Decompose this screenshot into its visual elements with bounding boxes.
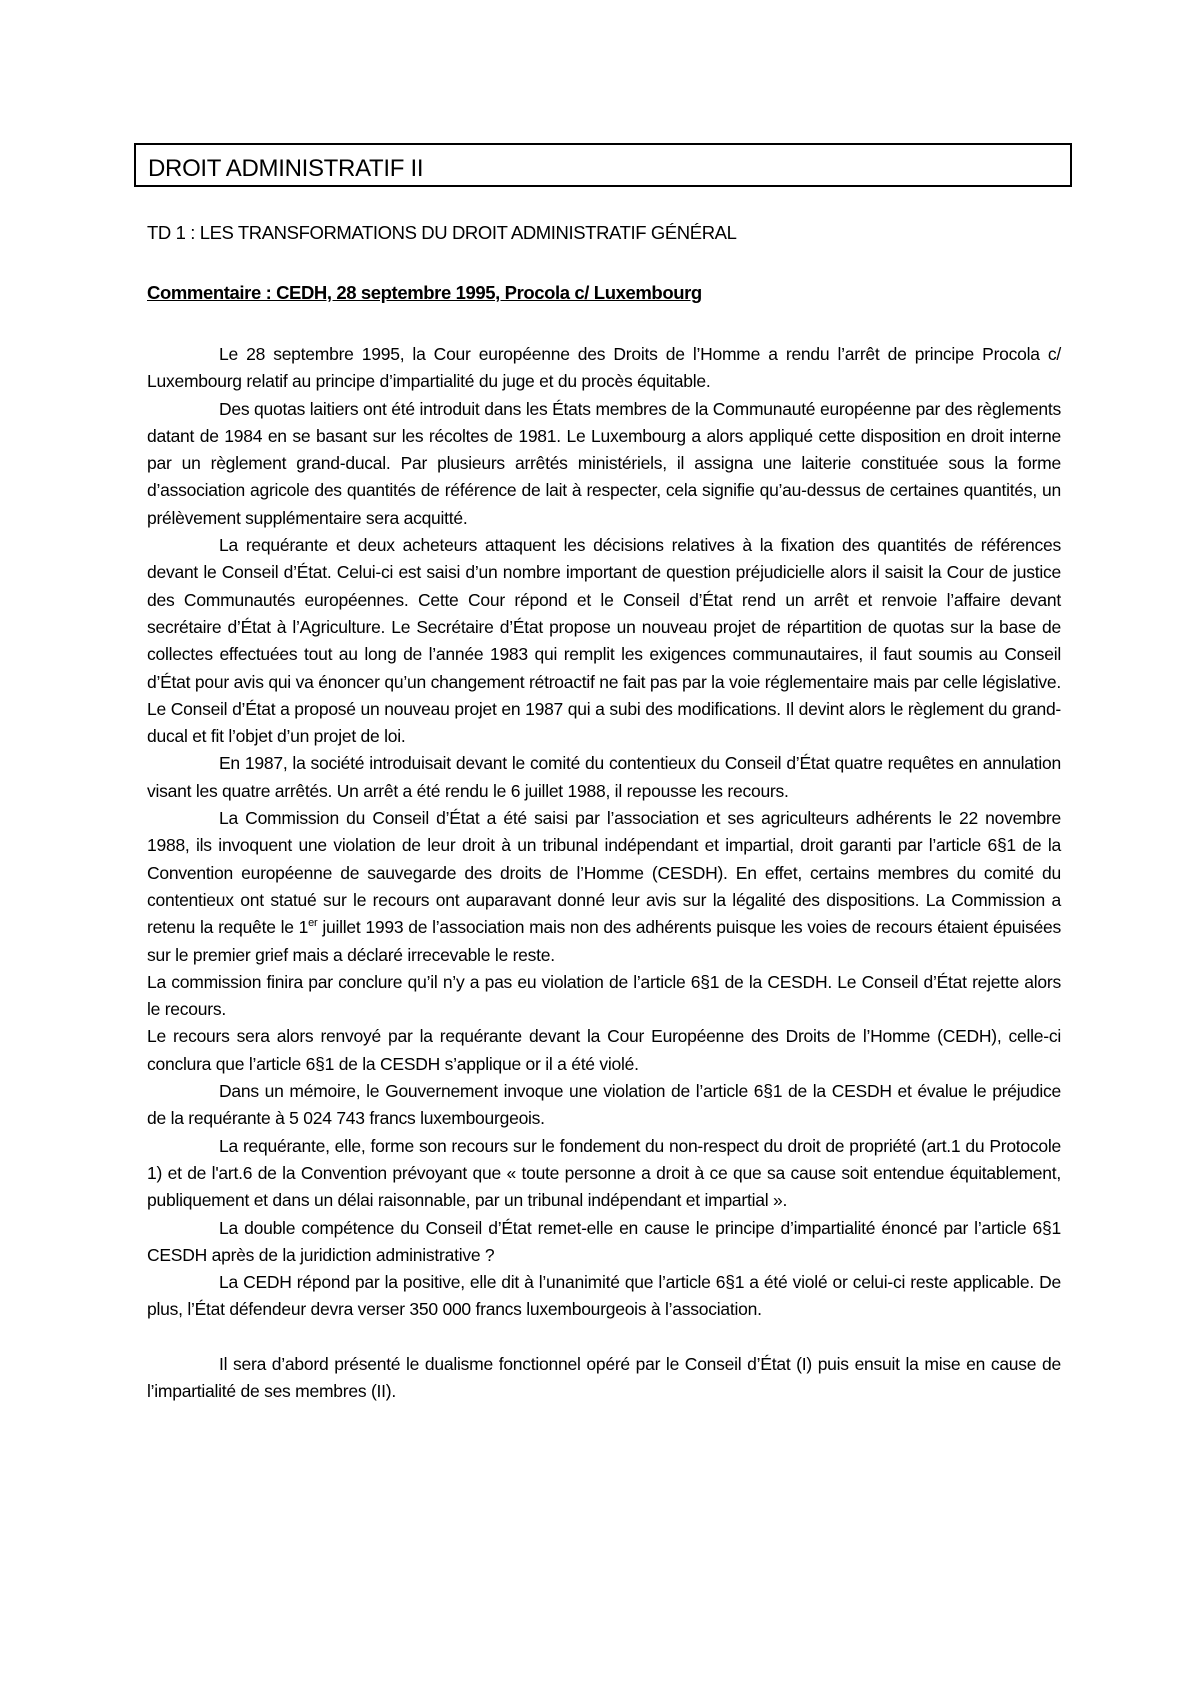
document-title: DROIT ADMINISTRATIF II [148, 155, 424, 182]
paragraph-10: La double compétence du Conseil d’État remet-elle en cause le principe d’impartialité énoncé par l’article 6§1 CESDH après de la juridiction administrative ? [147, 1217, 1061, 1265]
paragraph-4: En 1987, la société introduisait devant le comité du contentieux du Conseil d’État quatre requêtes en annulation visant les quatre arrêtés. Un arrêt a été rendu le 6 juillet 1988, il repousse les recours. [147, 753, 1061, 801]
paragraph-9: La requérante, elle, forme son recours sur le fondement du non-respect du droit de propriété (art.1 du Protocole 1) et de l'art.6 de la Convention prévoyant que « toute personne a droit à ce que sa cause soit entendue équitablement, publiquement et dans un délai raisonnable, par un tribunal indépendant et impartial ». [147, 1135, 1061, 1211]
paragraph-1: Le 28 septembre 1995, la Cour européenne des Droits de l’Homme a rendu l’arrêt de principe Procola c/ Luxembourg relatif au principe d’impartialité du juge et du procès équitable. [147, 344, 1061, 392]
paragraph-2: Des quotas laitiers ont été introduit dans les États membres de la Communauté européenne par des règlements datant de 1984 en se basant sur les récoltes de 1981. Le Luxembourg a alors appliqué cette disposition en droit interne par un règlement grand-ducal. Par plusieurs arrêtés ministériels, il assigna une laiterie constituée sous la forme d’association agricole des quantités de référence de lait à respecter, cela signifie qu’au-dessus de certaines quantités, un prélèvement supplémentaire sera acquitté. [147, 398, 1061, 528]
section-heading: Commentaire : CEDH, 28 septembre 1995, Procola c/ Luxembourg [147, 282, 702, 303]
paragraph-7: Le recours sera alors renvoyé par la requérante devant la Cour Européenne des Droits de l’Homme (CEDH), celle-ci conclura que l’article 6§1 de la CESDH s’applique or il a été violé. [147, 1026, 1061, 1074]
title-box [134, 143, 1072, 187]
paragraph-5-part-2: juillet 1993 de l’association mais non des adhérents puisque les voies de recours étaient épuisées sur le premier grief mais a déclaré irrecevable le reste. [147, 917, 1061, 965]
document-body [147, 341, 1061, 1405]
paragraph-5 [147, 805, 1061, 969]
paragraph-5-part-1: La Commission du Conseil d’État a été saisi par l’association et ses agriculteurs adhérents le 22 novembre 1988, ils invoquent une violation de leur droit à un tribunal indépendant et impartial, droit garanti par l’article 6§1 de la Convention européenne de sauvegarde des droits de l’Homme (CESDH). En effet, certains membres du comité du contentieux ont statué sur le recours ont auparavant donné leur avis sur la légalité des dispositions. La Commission a retenu la requête le 1 [147, 808, 1061, 938]
paragraph-11: La CEDH répond par la positive, elle dit à l’unanimité que l’article 6§1 a été violé or celui-ci reste applicable. De plus, l’État défendeur devra verser 350 000 francs luxembourgeois à l’association. [147, 1272, 1061, 1320]
paragraph-6: La commission finira par conclure qu’il n’y a pas eu violation de l’article 6§1 de la CESDH. Le Conseil d’État rejette alors le recours. [147, 971, 1061, 1020]
paragraph-12: Il sera d’abord présenté le dualisme fonctionnel opéré par le Conseil d’État (I) puis ensuit la mise en cause de l’impartialité de ses membres (II). [147, 1353, 1061, 1401]
document-subtitle: TD 1 : LES TRANSFORMATIONS DU DROIT ADMINISTRATIF GÉNÉRAL [147, 222, 737, 243]
paragraph-8: Dans un mémoire, le Gouvernement invoque une violation de l’article 6§1 de la CESDH et évalue le préjudice de la requérante à 5 024 743 francs luxembourgeois. [147, 1081, 1061, 1129]
ordinal-superscript: er [308, 917, 318, 930]
paragraph-3: La requérante et deux acheteurs attaquent les décisions relatives à la fixation des quantités de références devant le Conseil d’État. Celui-ci est saisi d’un nombre important de question préjudicielle alors il saisit la Cour de justice des Communautés européennes. Cette Cour répond et le Conseil d’État rend un arrêt et renvoie l’affaire devant secrétaire d’État à l’Agriculture. Le Secrétaire d’État propose un nouveau projet de répartition de quotas sur la base de collectes effectuées tout au long de l’année 1983 qui remplit les exigences communautaires, il faut soumis au Conseil d’État pour avis qui va énoncer qu’un changement rétroactif ne fait pas par la voie réglementaire mais par celle législative. Le Conseil d’État a proposé un nouveau projet en 1987 qui a subi des modifications. Il devint alors le règlement du grand-ducal et fit l’objet d’un projet de loi. [147, 535, 1061, 747]
